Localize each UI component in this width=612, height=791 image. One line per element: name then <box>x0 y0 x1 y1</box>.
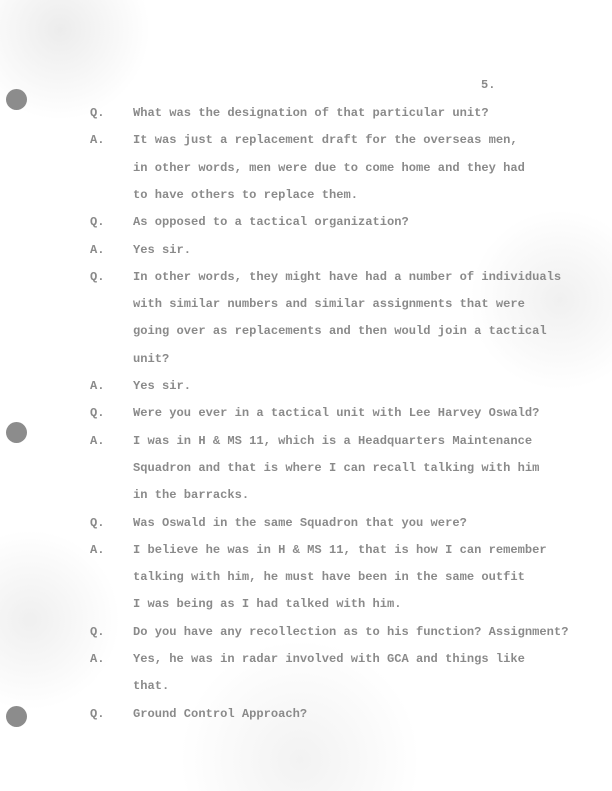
line-text: As opposed to a tactical organization? <box>133 215 409 230</box>
speaker-label: A. <box>90 133 105 148</box>
punch-hole <box>6 422 27 443</box>
speaker-label: A. <box>90 242 105 257</box>
line-text: I was being as I had talked with him. <box>133 597 402 612</box>
line-text: Squadron and that is where I can recall talking with him <box>133 460 540 475</box>
line-text: Were you ever in a tactical unit with Lee Harvey Oswald? <box>133 406 540 421</box>
line-text: I believe he was in H & MS 11, that is how I can remember <box>133 542 547 557</box>
line-text: What was the designation of that particular unit? <box>133 106 489 120</box>
speaker-label: Q. <box>90 215 105 230</box>
speaker-label: Q. <box>90 706 105 721</box>
line-text: Yes, he was in radar involved with GCA and things like <box>133 652 525 666</box>
speaker-label: A. <box>90 379 105 393</box>
punch-hole <box>6 89 27 110</box>
line-text: with similar numbers and similar assignments that were <box>133 297 525 312</box>
line-text: In other words, they might have had a number of individuals <box>133 269 562 284</box>
speaker-label: A. <box>90 433 105 448</box>
speaker-label: Q. <box>90 515 105 530</box>
line-text: It was just a replacement draft for the overseas men, <box>133 133 518 148</box>
speaker-label: Q. <box>90 624 105 639</box>
line-text: Yes sir. <box>133 379 192 393</box>
line-text: Yes sir. <box>133 242 192 257</box>
line-text: that. <box>133 679 170 694</box>
speaker-label: Q. <box>90 269 105 284</box>
speaker-label: Q. <box>90 106 105 120</box>
speaker-label: A. <box>90 652 105 666</box>
line-text: Was Oswald in the same Squadron that you were? <box>133 515 467 530</box>
line-text: Do you have any recollection as to his function? Assignment? <box>133 624 569 639</box>
line-text: Ground Control Approach? <box>133 706 308 721</box>
punch-hole <box>6 706 27 727</box>
line-text: talking with him, he must have been in the same outfit <box>133 570 525 585</box>
page-number: 5. <box>481 78 496 92</box>
line-text: in other words, men were due to come home and they had <box>133 160 525 175</box>
speaker-label: Q. <box>90 406 105 421</box>
line-text: in the barracks. <box>133 488 250 503</box>
line-text: unit? <box>133 351 170 366</box>
line-text: I was in H & MS 11, which is a Headquarters Maintenance <box>133 433 533 448</box>
line-text: going over as replacements and then would join a tactical <box>133 324 547 339</box>
line-text: to have others to replace them. <box>133 187 358 202</box>
speaker-label: A. <box>90 542 105 557</box>
